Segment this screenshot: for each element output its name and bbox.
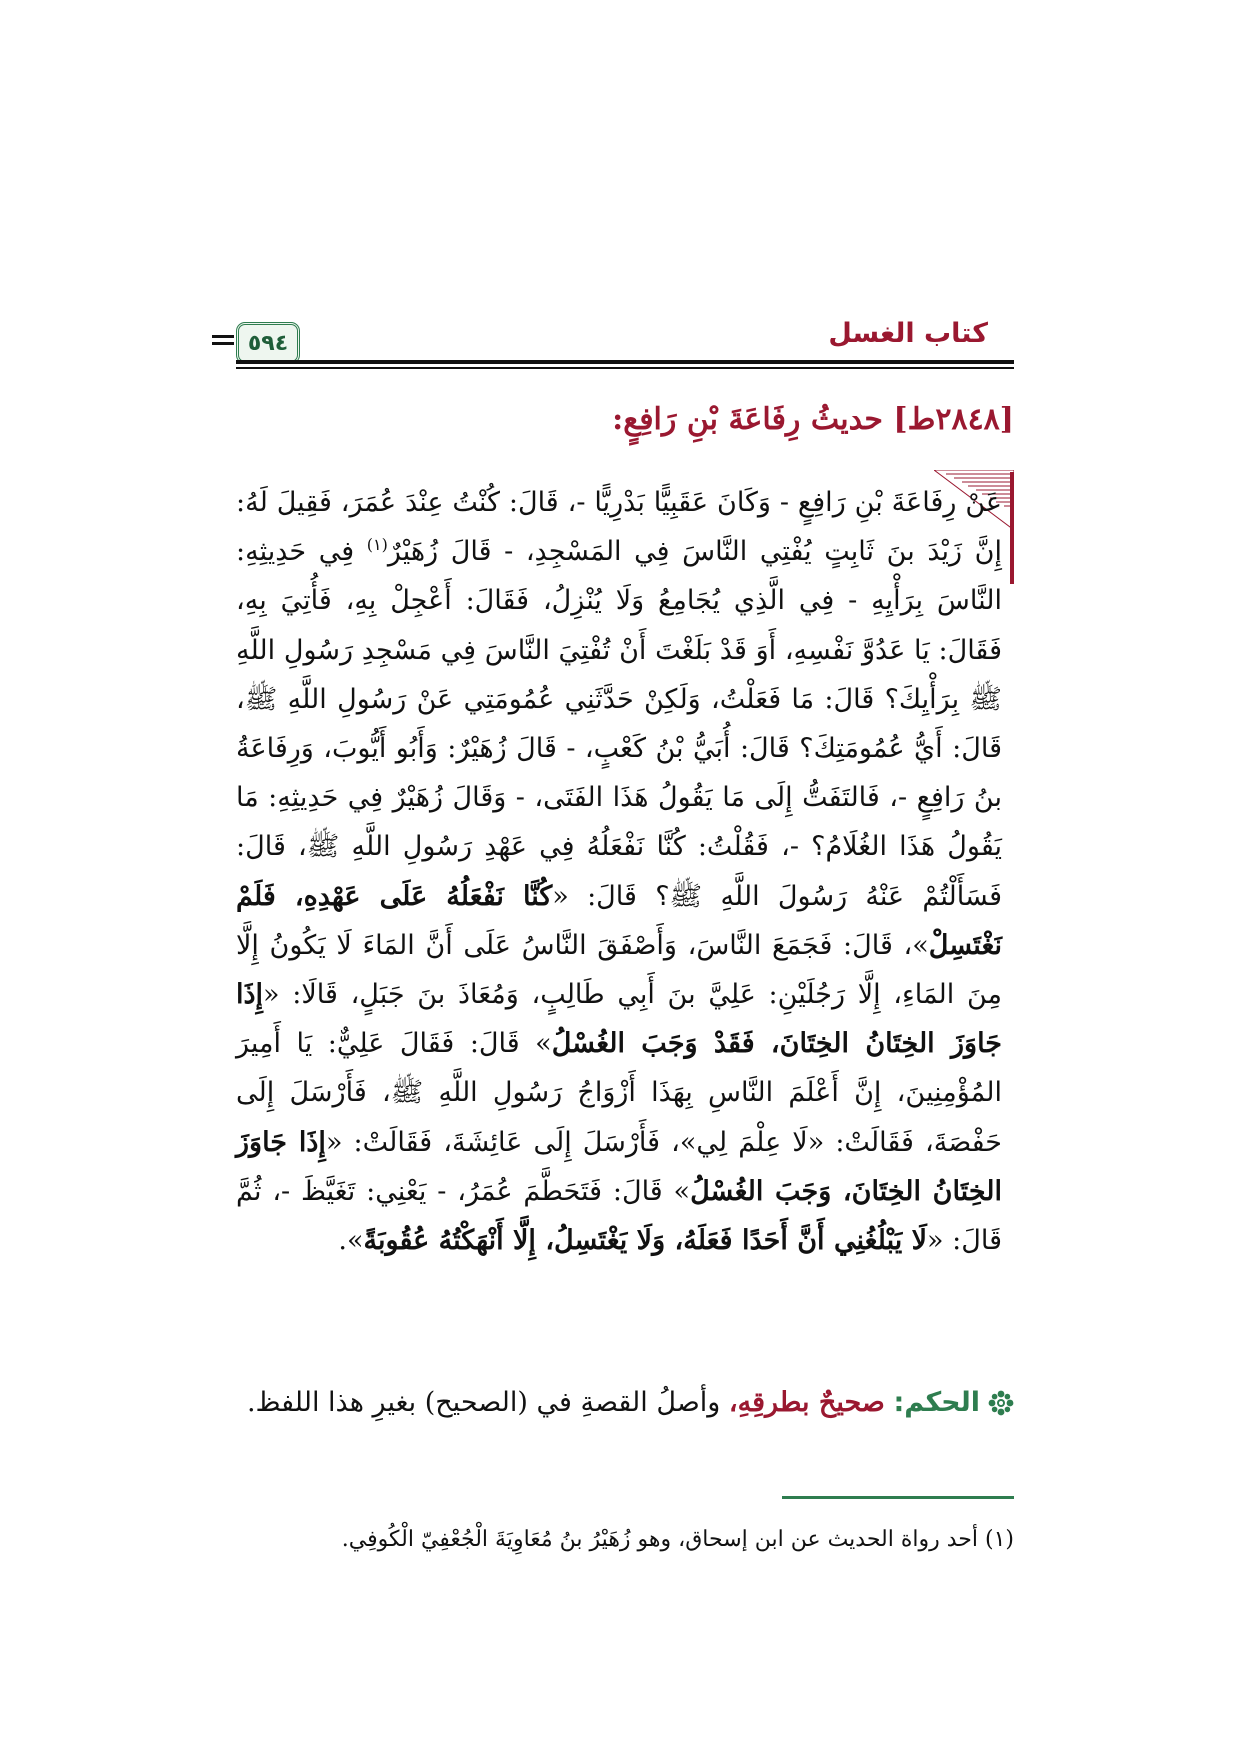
hadith-part-5: » قَالَ: فَتَحَطَّمَ عُمَرُ، - يَعْنِي: تَغَيَّظَ -، ثُمَّ قَالَ: « xyxy=(236,1175,1002,1257)
ruling-grade: صحيحٌ بطرقِهِ، xyxy=(728,1387,885,1418)
page-number-badge: ٥٩٤ xyxy=(236,322,300,364)
hadith-part-2: فِي حَدِيثِهِ: النَّاسَ بِرَأْيِهِ - فِي الَّذِي يُجَامِعُ وَلَا يُنْزِلُ، فَقَالَ: أَعْجِلْ بِهِ، فَأُتِيَ بِهِ، فَقَالَ: يَا عَدُوَّ نَفْسِهِ، أَوَ قَدْ بَلَغْتَ أَنْ تُفْتِيَ النَّاسَ فِي مَسْجِدِ رَسُولِ اللَّهِ ﷺ بِرَأْيِكَ؟ قَالَ: مَا فَعَلْتُ، وَلَكِنْ حَدَّثَنِي عُمُومَتِي عَنْ رَسُولِ اللَّهِ ﷺ، قَالَ: أَيُّ عُمُومَتِكَ؟ قَالَ: أُبَيُّ بْنُ كَعْبٍ، - قَالَ زُهَيْرٌ: وَأَبُو أَيُّوبَ، وَرِفَاعَةُ بنُ رَافِعٍ -، فَالتَفَتُّ إِلَى مَا يَقُولُ هَذَا الفَتَى، - وَقَالَ زُهَيْرٌ فِي حَدِيثِهِ: مَا يَقُولُ هَذَا الغُلَامُ؟ -، فَقُلْتُ: كُنَّا نَفْعَلُهُ فِي عَهْدِ رَسُولِ اللَّهِ ﷺ، قَالَ: فَسَأَلْتُمْ عَنْهُ رَسُولَ اللَّهِ ﷺ؟ قَالَ: « xyxy=(236,536,1002,912)
corner-ornament-bar xyxy=(1010,472,1014,584)
hadith-bold-1: كُنَّا نَفْعَلُهُ عَلَى عَهْدِهِ، فَلَمْ نَغْتَسِلْ xyxy=(236,880,1002,961)
ruling-label: الحكم: xyxy=(893,1387,980,1418)
hadith-text xyxy=(236,478,1002,1265)
section-heading: [٢٨٤٨ط] حديثُ رِفَاعَةَ بْنِ رَافِعٍ: xyxy=(612,402,1014,437)
book-title: كتاب الغسل xyxy=(828,318,988,349)
header-ornament xyxy=(212,335,234,338)
footnote-ref[interactable]: (١) xyxy=(366,535,388,555)
footnote-separator xyxy=(782,1496,1014,1499)
hadith-part-1: عَنْ رِفَاعَةَ بْنِ رَافِعٍ - وَكَانَ عَقَبِيًّا بَدْرِيًّا -، قَالَ: كُنْتُ عِنْدَ عُمَرَ، فَقِيلَ لَهُ: إِنَّ زَيْدَ بنَ ثَابِتٍ يُفْتِي النَّاسَ فِي المَسْجِدِ، - قَالَ زُهَيْرٌ xyxy=(236,487,1002,568)
ruling-text: وأصلُ القصةِ في (الصحيح) بغيرِ هذا اللفظ. xyxy=(246,1387,729,1418)
hadith-part-6: ». xyxy=(338,1225,364,1257)
flower-ornament-icon xyxy=(988,1390,1014,1416)
hadith-bold-2: إِذَا جَاوَزَ الخِتَانُ الخِتَانَ، فَقَدْ وَجَبَ الغُسْلُ xyxy=(236,979,1002,1060)
hadith-bold-4: لَا يَبْلُغُنِي أَنَّ أَحَدًا فَعَلَهُ، وَلَا يَغْتَسِلُ، إِلَّا أَنْهَكْتُهُ عُقُوبَةً xyxy=(363,1225,928,1257)
hadith-bold-3: إِذَا جَاوَزَ الخِتَانُ الخِتَانَ، وَجَبَ الغُسْلُ xyxy=(236,1126,1002,1207)
hadith-part-4: » قَالَ: فَقَالَ عَلِيٌّ: يَا أَمِيرَ المُؤْمِنِينَ، إِنَّ أَعْلَمَ النَّاسِ بِهَذَا أَزْوَاجُ رَسُولِ اللَّهِ ﷺ، فَأَرْسَلَ إِلَى حَفْصَةَ، فَقَالَتْ: «لَا عِلْمَ لِي»، فَأَرْسَلَ إِلَى عَائِشَةَ، فَقَالَتْ: « xyxy=(236,1028,1002,1158)
page-header xyxy=(236,318,1014,362)
header-rule-thin xyxy=(236,367,1014,369)
ruling-line xyxy=(236,1383,1014,1423)
footnote: (١) أحد رواة الحديث عن ابن إسحاق، وهو زُهَيْرُ بنُ مُعَاوِيَةَ الْجُعْفِيّ الْكُوفِي. xyxy=(341,1527,1014,1552)
hadith-part-3: »، قَالَ: فَجَمَعَ النَّاسَ، وَأَصْفَقَ النَّاسُ عَلَى أَنَّ المَاءَ لَا يَكُونُ إِلَّا مِنَ المَاءِ، إِلَّا رَجُلَيْنِ: عَلِيَّ بنَ أَبِي طَالِبٍ، وَمُعَاذَ بنَ جَبَلٍ، قَالَا: « xyxy=(236,929,1002,1011)
header-rule xyxy=(236,360,1014,364)
